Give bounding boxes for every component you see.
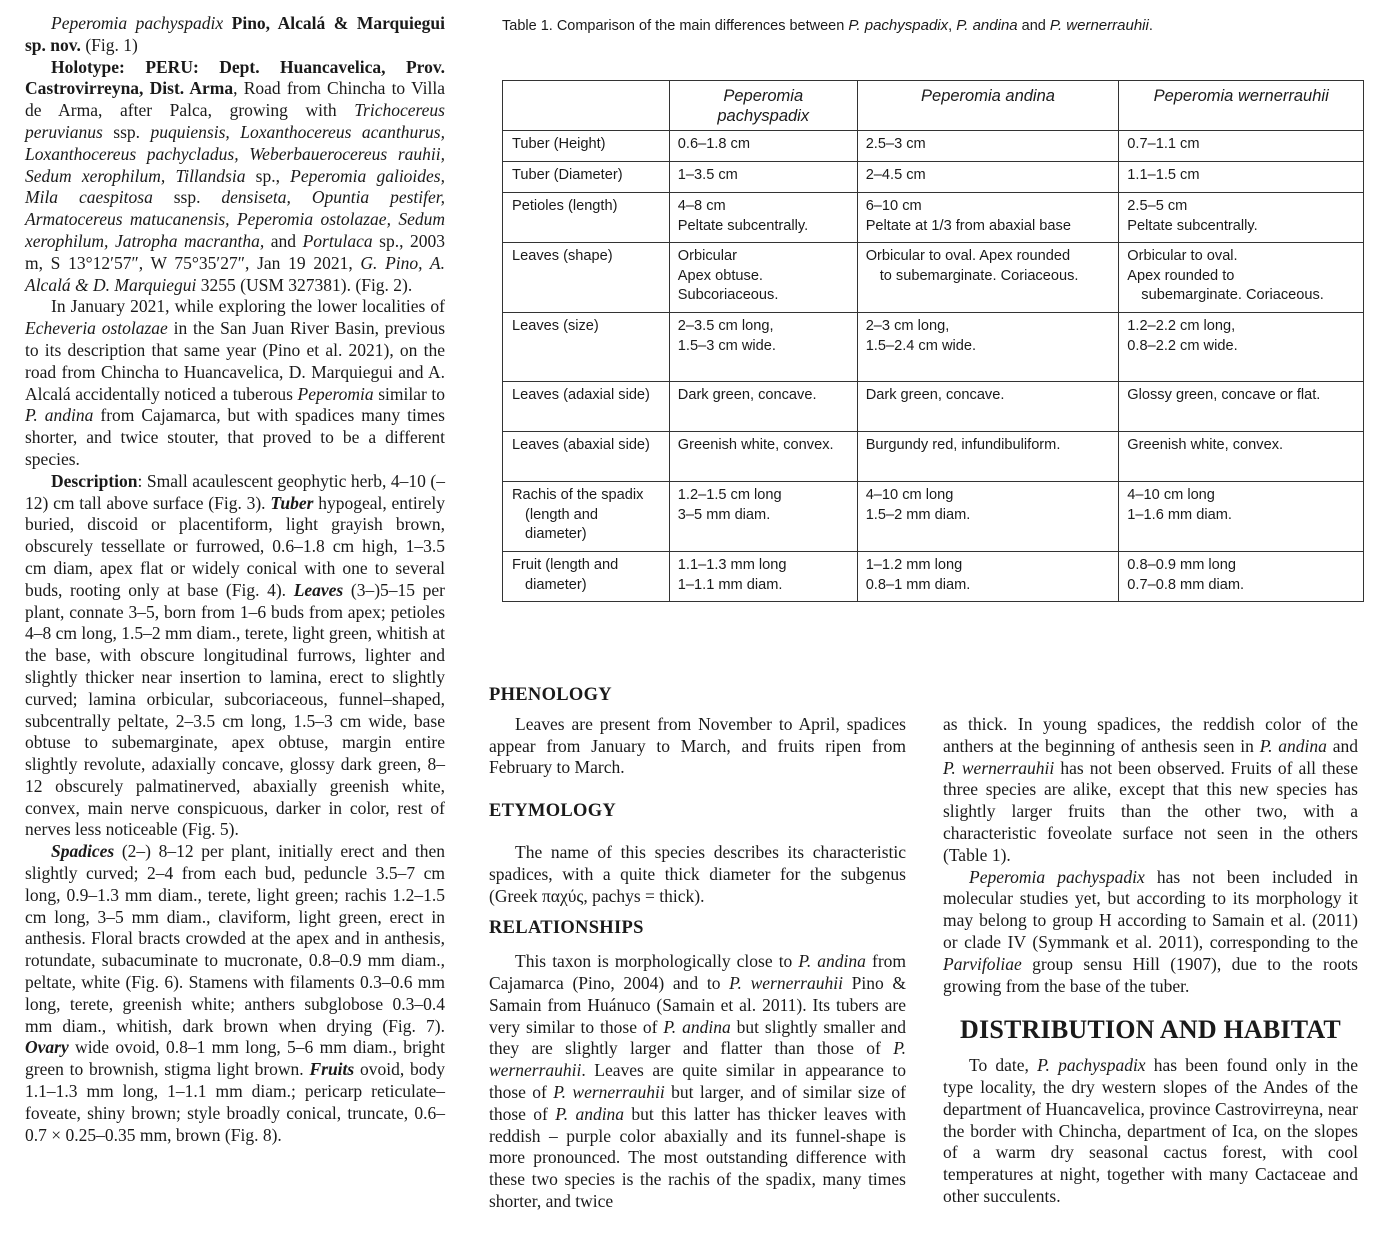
cell-line: 0.6–1.8 cm xyxy=(677,136,750,152)
taxon-name: Peperomia xyxy=(297,383,374,404)
taxon-name: Peperomia pachyspadix xyxy=(969,866,1145,887)
phenology-paragraph: Leaves are present from November to April, spadices appear from January to March, and fruits ripen from February to March. xyxy=(489,713,906,778)
table-row xyxy=(503,552,1364,602)
text-span: : Small acaulescent geophytic herb, 4–10 (–12) cm tall above surface (Fig. 3). xyxy=(25,470,445,513)
row-label: Fruit (length and diameter) xyxy=(512,557,619,593)
text-span: ovoid, body 1.1–1.3 mm long, 1–1.1 mm diam.; pericarp reticulate–foveate, shiny brown; style broadly conical, truncate, 0.6–0.7 × 0.25–0.35 mm, brown (Fig. 8). xyxy=(25,1059,445,1145)
text-span: In January 2021, while exploring the lower localities of xyxy=(51,296,445,317)
taxon-name: Echeveria ostolazae xyxy=(25,318,168,339)
etymology-paragraph: The name of this species describes its characteristic spadices, with a quite thick diameter for the subgenus (Greek παχύς, pachys = thick). xyxy=(489,841,906,906)
cell-line: 1.2–1.5 cm long xyxy=(677,487,782,503)
row-label-cell xyxy=(503,382,670,432)
text-span: has been found only in the type locality, the dry western slopes of the Andes of the department of Huancavelica, province Castrovirreyna, near the border with Chincha, department of Ica, on the slopes of a warm dry seasonal cactus forest, with cool temperatures at night, together with many Cactaceae and other succulents. xyxy=(943,1055,1358,1206)
table-cell xyxy=(857,382,1119,432)
table-row xyxy=(503,432,1364,482)
relationships-continued-paragraph xyxy=(943,714,1358,867)
table-cell xyxy=(669,482,857,552)
term-fruits: Fruits xyxy=(309,1059,355,1080)
taxon-name: Parvifoliae xyxy=(943,953,1022,974)
table-cell xyxy=(1119,193,1364,243)
text-span: Pino & Samain from Huánuco (Samain et al. 2011). Its tubers are very similar to those of xyxy=(489,972,906,1037)
text-span: sp., 2003 m, S 13°12′57″, W 75°35′27″, Jan 19 2021, xyxy=(25,230,445,273)
taxon-name: P. andina xyxy=(798,951,866,972)
taxon-name: P. andina xyxy=(555,1103,625,1124)
description-label: Description xyxy=(51,470,138,491)
text-span: in the San Juan River Basin, previous to its description that same year (Pino et al. 2021), on the road from Chincha to Huancavelica, D. Marquiegui and A. Alcalá accidentally noticed a tuberous xyxy=(25,318,445,404)
cell-line: Dark green, concave. xyxy=(865,387,1005,403)
cell-line: 4–10 cm long xyxy=(865,487,954,503)
text-span: but slightly smaller and they are slightly larger and flatter than those of xyxy=(489,1016,907,1059)
taxon-name: P. andina xyxy=(25,405,94,426)
text-span: from Cajamarca (Pino, 2004) and to xyxy=(489,951,907,993)
table-row xyxy=(503,131,1364,162)
text-span: To date, xyxy=(969,1055,1038,1076)
cell-line: 2.5–3 cm xyxy=(865,136,926,152)
table-cell xyxy=(857,193,1119,243)
table-cell xyxy=(857,243,1119,313)
cell-line: 1.1–1.3 mm long xyxy=(677,557,787,573)
table-cell xyxy=(669,131,857,162)
text-span: as thick. In young spadices, the reddish color of the anthers at the beginning of anthesis seen in xyxy=(943,714,1358,756)
taxon-name: densiseta, Opuntia pestifer, Armatocereus matucanensis, Peperomia ostolazae, Sedum xerophilum, Jatropha macrantha, xyxy=(25,187,446,251)
row-label-cell xyxy=(503,432,670,482)
taxon-name: puquiensis, Loxanthocereus acanthurus, Loxanthocereus pachycladus, Weberbauerocereus rauhii, Sedum xerophilum, Tillandsia xyxy=(25,121,445,186)
right-column xyxy=(943,714,1358,1208)
cell-line: Apex rounded to xyxy=(1127,267,1235,284)
row-label: Rachis of the spadix (length and diameter) xyxy=(512,487,644,542)
taxon-name: Portulaca xyxy=(302,230,373,251)
row-label-cell xyxy=(503,552,670,602)
text-span: group sensu Hill (1907), due to the roots growing from the base of the tuber. xyxy=(943,953,1358,996)
holotype-label: Holotype: PERU: Dept. Huancavelica, Prov. Castrovirreyna, Dist. Arma xyxy=(25,56,445,99)
text-span: . Leaves are quite similar in appearance to those of xyxy=(489,1060,906,1102)
table-row xyxy=(503,382,1364,432)
cell-line: Peltate subcentrally. xyxy=(1127,217,1258,234)
caption-species: P. andina xyxy=(956,17,1018,34)
molecular-paragraph xyxy=(943,867,1358,998)
table-cell xyxy=(1119,131,1364,162)
taxon-name: Peperomia galioides, Mila caespitosa xyxy=(25,165,445,208)
phenology-heading: PHENOLOGY xyxy=(489,685,612,705)
cell-line: Orbicular xyxy=(677,248,737,264)
table-cell xyxy=(669,313,857,382)
table-cell xyxy=(857,162,1119,193)
species-authors: Pino, Alcalá & Marquiegui sp. nov. xyxy=(25,13,445,55)
caption-species: P. wernerrauhii xyxy=(1049,17,1149,34)
taxon-name: P. pachyspadix xyxy=(1037,1055,1146,1076)
term-leaves: Leaves xyxy=(293,579,344,600)
table-cell xyxy=(1119,552,1364,602)
table-cell xyxy=(1119,313,1364,382)
caption-text: . xyxy=(1148,18,1153,34)
row-label: Tuber (Height) xyxy=(512,136,606,152)
text-span: has not been included in molecular studies yet, but according to its morphology it may belong to group H according to Samain et al. (2011) or clade IV (Symmank et al. 2011), corresponding to the xyxy=(943,866,1358,952)
cell-line: Peltate at 1/3 from abaxial base xyxy=(865,217,1071,234)
term-tuber: Tuber xyxy=(270,492,314,513)
text-span: ssp. xyxy=(152,187,222,208)
row-label-cell xyxy=(503,193,670,243)
cell-line: 1.1–1.5 cm xyxy=(1127,167,1200,183)
row-label-cell xyxy=(503,131,670,162)
cell-line: 1.5–2.4 cm wide. xyxy=(865,337,977,354)
cell-line: 0.8–2.2 cm wide. xyxy=(1127,337,1238,354)
text-span: sp., xyxy=(245,165,291,186)
text-span: ssp. xyxy=(102,121,151,142)
table-row xyxy=(503,162,1364,193)
species-name: Peperomia pachyspadix xyxy=(51,13,224,33)
row-label: Leaves (size) xyxy=(512,318,599,334)
text-span: but this latter has thicker leaves with reddish – purple color abaxially and its funnel-shape is more pronounced. The most outstanding difference with these two species is the rachis of the spadix, many times shorter, and twice xyxy=(489,1103,906,1211)
row-label-cell xyxy=(503,162,670,193)
taxon-name: P. wernerrauhii xyxy=(553,1081,665,1102)
distribution-paragraph xyxy=(943,1055,1358,1208)
cell-line: 2–3 cm long, xyxy=(865,318,950,334)
table-row xyxy=(503,313,1364,382)
text-span: wide ovoid, 0.8–1 mm long, 5–6 mm diam., bright green to brownish, stigma light brown. xyxy=(25,1037,445,1080)
figure-ref: (Fig. 1) xyxy=(80,34,138,55)
cell-line: 1.5–2 mm diam. xyxy=(865,506,971,523)
text-span: and xyxy=(264,230,303,251)
text-span: This taxon is morphologically close to xyxy=(515,951,799,972)
text-span: and xyxy=(1326,735,1358,756)
cell-line: Greenish white, convex. xyxy=(1127,437,1284,453)
taxon-name: P. andina xyxy=(1259,735,1327,756)
cell-line: Peltate subcentrally. xyxy=(677,217,809,234)
cell-line: 0.7–0.8 mm diam. xyxy=(1127,576,1245,593)
text-span: 3255 (USM 327381). (Fig. 2). xyxy=(196,274,413,295)
cell-line: 1.5–3 cm wide. xyxy=(677,337,776,354)
table-cell xyxy=(857,131,1119,162)
text-span: from Cajamarca, but with spadices many times shorter, and twice stouter, that proved to be a different species. xyxy=(25,405,445,469)
table-caption xyxy=(502,17,1153,34)
cell-line: 1–1.1 mm diam. xyxy=(677,576,783,593)
species-heading-paragraph xyxy=(25,13,445,57)
table-cell xyxy=(669,382,857,432)
table-cell xyxy=(1119,243,1364,313)
cell-line: Glossy green, concave or flat. xyxy=(1127,387,1321,403)
table-cell xyxy=(669,243,857,313)
cell-line: 0.8–1 mm diam. xyxy=(865,576,971,593)
caption-species: P. pachyspadix xyxy=(848,17,949,34)
table-row xyxy=(503,243,1364,313)
table-cell xyxy=(669,552,857,602)
relationships-paragraph xyxy=(489,951,906,1213)
cell-line: Orbicular to oval. Apex rounded xyxy=(865,248,1071,264)
collectors: G. Pino, A. Alcalá & D. Marquiegui xyxy=(25,252,445,295)
row-label: Leaves (shape) xyxy=(512,248,613,264)
table-cell xyxy=(857,432,1119,482)
taxon-name: P. andina xyxy=(663,1016,731,1037)
taxon-name: Trichocereus peruvianus xyxy=(25,100,445,142)
cell-line: Dark green, concave. xyxy=(677,387,817,403)
text-span: (3–)5–15 per plant, connate 3–5, born from 1–6 buds from apex; petioles 4–8 cm long, 1.5–2 mm diam., terete, light green, whitish at the base, with obscure longitudinal furrows, lighter and slightly thicker near insertion to lamina, erect to slightly curved; lamina orbicular, subcoriaceous, funnel–shaped, subcentrally peltate, 2–3.5 cm long, 1.5–3 cm wide, base obtuse to subemarginate, apex obtuse, margin entire slightly revolute, adaxially concave, glossy dark green, 8–12 obscurely palmatinerved, abaxially greenish white, convex, main nerve conspicuous, darker in color, rest of nerves less noticeable (Fig. 5). xyxy=(25,579,445,840)
cell-line: Greenish white, convex. xyxy=(677,437,834,453)
row-label-cell xyxy=(503,313,670,382)
intro-paragraph xyxy=(25,296,445,470)
table-header-row xyxy=(503,81,1364,131)
cell-line: Subcoriaceous. xyxy=(677,287,779,303)
distribution-heading: DISTRIBUTION AND HABITAT xyxy=(960,1015,1341,1045)
cell-line: 2.5–5 cm xyxy=(1127,198,1188,214)
table-cell xyxy=(1119,162,1364,193)
term-spadices: Spadices xyxy=(51,841,115,862)
cell-line: 1–3.5 cm xyxy=(677,167,738,183)
header-cell: Peperomia andina xyxy=(857,81,1119,131)
header-cell: Peperomia wernerrauhii xyxy=(1119,81,1364,131)
table-cell xyxy=(857,552,1119,602)
table-cell xyxy=(1119,482,1364,552)
cell-line: 4–10 cm long xyxy=(1127,487,1215,503)
caption-text: and xyxy=(1017,18,1050,34)
cell-line: 4–8 cm xyxy=(677,198,726,214)
holotype-paragraph xyxy=(25,57,445,297)
table-body xyxy=(503,131,1364,602)
cell-line: 0.7–1.1 cm xyxy=(1127,136,1200,152)
cell-line: 1.2–2.2 cm long, xyxy=(1127,318,1236,334)
table-row xyxy=(503,193,1364,243)
text-span: similar to xyxy=(373,383,445,404)
cell-line: 0.8–0.9 mm long xyxy=(1127,557,1237,573)
spadices-paragraph xyxy=(25,841,445,1146)
table-cell xyxy=(1119,382,1364,432)
caption-text: , xyxy=(948,18,957,34)
table-cell xyxy=(857,482,1119,552)
table-row xyxy=(503,482,1364,552)
cell-line: Burgundy red, infundibuliform. xyxy=(865,437,1061,453)
comparison-table xyxy=(502,80,1364,602)
caption-text: Table 1. Comparison of the main differences between xyxy=(502,18,849,34)
row-label: Tuber (Diameter) xyxy=(512,167,623,183)
cell-line: 2–3.5 cm long, xyxy=(677,318,774,334)
cell-line: to subemarginate. Coriaceous. xyxy=(879,267,1079,284)
row-label: Leaves (abaxial side) xyxy=(512,437,650,453)
text-span: hypogeal, entirely buried, discoid or placentiform, light grayish brown, obscurely tessellate or furrowed, 0.6–1.8 cm high, 1–3.5 cm diam, apex flat or widely conical with one to several buds, rooting only at base (Fig. 4). xyxy=(25,492,445,600)
text-span: but larger, and of similar size of those of xyxy=(489,1081,906,1124)
cell-line: 3–5 mm diam. xyxy=(677,506,771,523)
table-cell xyxy=(669,193,857,243)
header-cell xyxy=(503,81,670,131)
cell-line: 1–1.6 mm diam. xyxy=(1127,506,1232,523)
taxon-name: P. wernerrauhii xyxy=(489,1038,906,1081)
header-cell: Peperomia pachyspadix xyxy=(669,81,857,131)
text-span: has not been observed. Fruits of all these three species are alike, except that this new species has slightly larger fruits than the other two, with a characteristic foveolate surface not seen in the others (Table 1). xyxy=(943,757,1358,865)
text-span: , Road from Chincha to Villa de Arma, after Palca, growing with xyxy=(25,78,446,121)
table-cell xyxy=(669,162,857,193)
cell-line: 2–4.5 cm xyxy=(865,167,926,183)
relationships-heading: RELATIONSHIPS xyxy=(489,918,644,939)
cell-line: 6–10 cm xyxy=(865,198,922,214)
left-column xyxy=(25,13,445,1146)
cell-line: Orbicular to oval. xyxy=(1127,248,1238,264)
text-span: (2–) 8–12 per plant, initially erect and then slightly curved; 2–4 from each bud, peduncle 3.5–7 cm long, 0.9–1.3 mm diam., terete, light green; rachis 1.2–1.5 cm long, 3–5 mm diam., claviform, light green, erect in anthesis. Floral bracts crowded at the apex and in anthesis, rotundate, subacuminate to mucronate, 0.8–0.9 mm diam., peltate, white (Fig. 6). Stamens with filaments 0.3–0.6 mm long, terete, greenish white; anthers subglobose 0.3–0.4 mm diam., whitish, dark brown when drying (Fig. 7). xyxy=(25,841,445,1036)
cell-line: Apex obtuse. xyxy=(677,267,763,284)
cell-line: 1–1.2 mm long xyxy=(865,557,963,573)
term-ovary: Ovary xyxy=(25,1037,69,1058)
cell-line: subemarginate. Coriaceous. xyxy=(1141,287,1324,303)
row-label-cell xyxy=(503,482,670,552)
taxon-name: P. wernerrauhii xyxy=(943,757,1055,778)
row-label: Petioles (length) xyxy=(512,198,618,214)
table-cell xyxy=(857,313,1119,382)
table-cell xyxy=(1119,432,1364,482)
description-paragraph xyxy=(25,471,445,842)
middle-column xyxy=(489,685,906,1213)
etymology-heading: ETYMOLOGY xyxy=(489,801,617,822)
taxon-name: P. wernerrauhii xyxy=(729,972,843,993)
row-label-cell xyxy=(503,243,670,313)
table-cell xyxy=(669,432,857,482)
row-label: Leaves (adaxial side) xyxy=(512,387,650,403)
